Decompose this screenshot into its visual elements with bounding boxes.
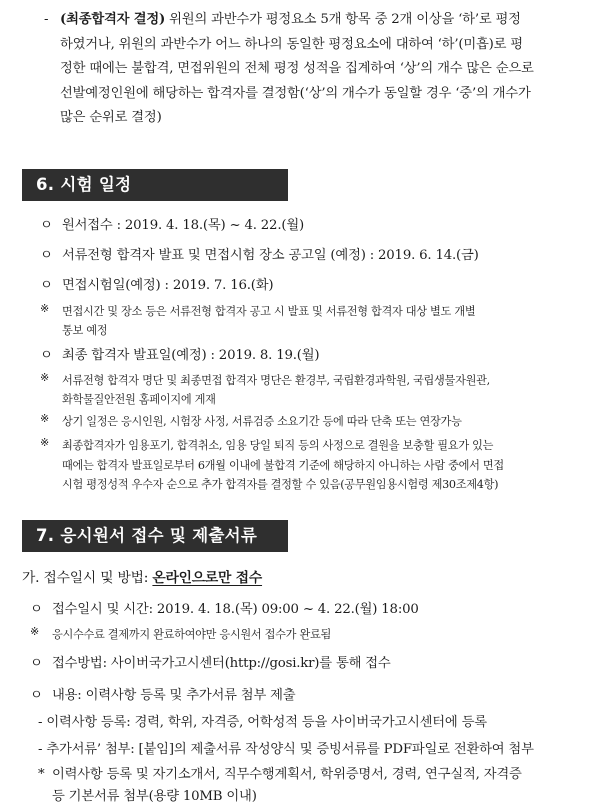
application-content-item: ㅇ 내용: 이력사항 등록 및 추가서류 첨부 제출 bbox=[30, 688, 296, 703]
basic-documents-note: * 이력사항 등록 및 자기소개서, 직무수행계획서, 학위증명서, 경력, 연구실적, 자격증 등 기본서류 첨부(용량 10MB 이내) bbox=[38, 767, 522, 804]
note-interview-notice: ※ 면접시간 및 장소 등은 서류전형 합격자 공고 시 발표 및 서류전형 합격자 대상 별도 개별 통보 예정 bbox=[40, 302, 476, 337]
note-additional-pass: ※ 최종합격자가 임용포기, 합격취소, 임용 당일 퇴직 등의 사정으로 결원을 보충할 필요가 있는 때에는 합격자 발표일로부터 6개월 이내에 불합격 기준에 해당하지 아니하는 사람 중에서 면접 시험 평정성적 우수자 순으로 추가 합격자를 결정할 수 있음(공무원임용시험령 제30조제4항) bbox=[40, 436, 504, 491]
note-fee-payment: ※ 응시수수료 결제까지 완료하여야만 응시원서 접수가 완료됨 bbox=[30, 625, 331, 641]
dash-marker: - bbox=[44, 12, 49, 27]
final-decision-paragraph: - (최종합격자 결정) 위원의 과반수가 평정요소 5개 항목 중 2개 이상을 ‘하’로 평정 하였거나, 위원의 과반수가 어느 하나의 동일한 평정요소에 대하여 ‘하’(미흡)로 평 정한 때에는 불합격, 면접위원의 전체 평정 성적을 집계하여 ‘상’의 개수 많은 순으로 선발예정인원에 해당하는 합격자를 결정함(‘상’의 개수가 동일할 경우 ‘중’의 개수가 많은 순위로 결정) bbox=[60, 8, 580, 131]
section-6-header: 6. 시험 일정 bbox=[22, 169, 288, 201]
application-period-item: ㅇ 접수일시 및 시간: 2019. 4. 18.(목) 09:00 ~ 4. 22.(월) 18:00 bbox=[30, 602, 419, 617]
final-decision-label: (최종합격자 결정) bbox=[60, 12, 166, 27]
schedule-item-final-result: ㅇ 최종 합격자 발표일(예정) : 2019. 8. 19.(월) bbox=[40, 348, 320, 363]
application-method-item: ㅇ 접수방법: 사이버국가고시센터(http://gosi.kr)를 통해 접수 bbox=[30, 656, 391, 671]
online-only-emphasis: 온라인으로만 접수 bbox=[152, 570, 263, 586]
section-7-header: 7. 응시원서 접수 및 제출서류 bbox=[22, 520, 288, 552]
schedule-item-document-result: ㅇ 서류전형 합격자 발표 및 면접시험 장소 공고일 (예정) : 2019. 6. 14.(금) bbox=[40, 248, 479, 263]
history-registration-item: - 이력사항 등록: 경력, 학위, 자격증, 어학성적 등을 사이버국가고시센터에 등록 bbox=[38, 715, 487, 730]
subsection-application-method: 가. 접수일시 및 방법: 온라인으로만 접수 bbox=[22, 570, 263, 586]
note-result-posting: ※ 서류전형 합격자 명단 및 최종면접 합격자 명단은 환경부, 국립환경과학원, 국립생물자원관, 화학물질안전원 홈페이지에 게재 bbox=[40, 371, 490, 406]
additional-documents-item: - 추가서류’ 첨부: [붙임]의 제출서류 작성양식 및 증빙서류를 PDF파일로 전환하여 첨부 bbox=[38, 742, 534, 757]
note-schedule-change: ※ 상기 일정은 응시인원, 시험장 사정, 서류검증 소요기간 등에 따라 단축 또는 연장가능 bbox=[40, 412, 462, 428]
schedule-item-application: ㅇ 원서접수 : 2019. 4. 18.(목) ~ 4. 22.(월) bbox=[40, 218, 304, 233]
schedule-item-interview: ㅇ 면접시험일(예정) : 2019. 7. 16.(화) bbox=[40, 278, 274, 293]
